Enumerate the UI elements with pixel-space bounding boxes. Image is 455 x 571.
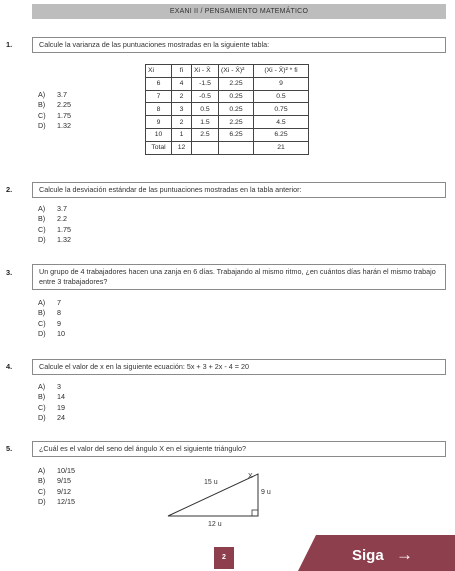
options-list: [38, 382, 65, 424]
options-list: [38, 466, 75, 508]
table-cell: 8: [146, 103, 172, 116]
option-a[interactable]: A) 3.7: [38, 90, 67, 99]
option-b[interactable]: B) 2.25: [38, 100, 71, 110]
right-angle-marker: [252, 510, 258, 516]
option-c[interactable]: C) 1.75: [38, 110, 71, 120]
table-cell: 2.25: [219, 116, 254, 129]
option-c[interactable]: C) 9/12: [38, 486, 71, 496]
table-cell: 3: [172, 103, 192, 116]
options-list: [38, 90, 71, 132]
table-row: [146, 128, 309, 141]
question-number: 1.: [6, 40, 13, 49]
table-cell: 1: [172, 128, 192, 141]
question-text: Un grupo de 4 trabajadores hacen una zanja en 6 días. Trabajando al mismo ritmo, ¿en cuántos días harán el mismo trabajo entre 3 trabajadores?: [32, 264, 446, 290]
option-c[interactable]: C) 19: [38, 402, 65, 412]
option-d[interactable]: D) 24: [38, 413, 65, 423]
table-cell: 0.25: [219, 103, 254, 116]
table-header: (Xi - X̄)²: [219, 65, 254, 78]
option-d[interactable]: D) 12/15: [38, 497, 75, 507]
question-number: 4.: [6, 362, 13, 371]
frequency-table: [145, 64, 309, 155]
option-b[interactable]: B) 8: [38, 308, 61, 318]
table-cell: 1.5: [192, 116, 219, 129]
table-cell: 4: [172, 77, 192, 90]
option-a[interactable]: A) 10/15: [38, 466, 75, 475]
hypotenuse-label: 15 u: [204, 479, 218, 486]
table-total-row: [146, 141, 309, 154]
page-title: EXANI II / PENSAMIENTO MATEMÁTICO: [169, 8, 309, 15]
option-d[interactable]: D) 10: [38, 329, 65, 339]
question-number: 5.: [6, 444, 13, 453]
option-a[interactable]: A) 3: [38, 382, 61, 391]
table-cell: 2: [172, 90, 192, 103]
option-d[interactable]: D) 1.32: [38, 235, 71, 245]
table-header: (Xi - X̄)² * fi: [254, 65, 309, 78]
right-triangle-diagram: [160, 470, 280, 532]
table-header: Xi - X̄: [192, 65, 219, 78]
table-row: [146, 77, 309, 90]
table-cell: 9: [254, 77, 309, 90]
table-cell: 2.25: [219, 77, 254, 90]
option-d[interactable]: D) 1.32: [38, 121, 71, 131]
table-cell: 0.75: [254, 103, 309, 116]
table-cell: 4.5: [254, 116, 309, 129]
option-b[interactable]: B) 14: [38, 392, 65, 402]
question-number: 3.: [6, 268, 13, 277]
table-cell: 9: [146, 116, 172, 129]
question-number: 2.: [6, 185, 13, 194]
option-b[interactable]: B) 2.2: [38, 214, 67, 224]
option-c[interactable]: C) 9: [38, 318, 61, 328]
table-cell: -0.5: [192, 90, 219, 103]
options-list: [38, 298, 65, 340]
table-cell: [219, 141, 254, 154]
option-c[interactable]: C) 1.75: [38, 224, 71, 234]
header-bar: [32, 4, 446, 19]
options-list: [38, 204, 71, 246]
table-cell: 0.5: [254, 90, 309, 103]
table-cell: 0.5: [192, 103, 219, 116]
angle-x-label: X: [248, 473, 253, 480]
table-cell: 2.5: [192, 128, 219, 141]
footer: [0, 535, 455, 571]
table-cell: [192, 141, 219, 154]
page-number-badge: 2: [214, 547, 234, 569]
vertical-side-label: 9 u: [261, 489, 271, 496]
base-label: 12 u: [208, 521, 222, 528]
table-cell: 21: [254, 141, 309, 154]
table-cell: Total: [146, 141, 172, 154]
table-header: Xi: [146, 65, 172, 78]
next-button[interactable]: Siga: [352, 547, 384, 564]
table-header-row: [146, 65, 309, 78]
table-cell: 7: [146, 90, 172, 103]
option-b[interactable]: B) 9/15: [38, 476, 71, 486]
arrow-right-icon[interactable]: →: [396, 545, 413, 564]
table-cell: 12: [172, 141, 192, 154]
table-cell: 6: [146, 77, 172, 90]
table-cell: 6.25: [219, 128, 254, 141]
table-row: [146, 103, 309, 116]
question-text: ¿Cuál es el valor del seno del ángulo X en el siguiente triángulo?: [32, 441, 446, 457]
table-cell: 2: [172, 116, 192, 129]
table-header: fi: [172, 65, 192, 78]
question-text: Calcule el valor de x en la siguiente ecuación: 5x + 3 + 2x - 4 = 20: [32, 359, 446, 375]
table-cell: -1.5: [192, 77, 219, 90]
table-cell: 10: [146, 128, 172, 141]
table-row: [146, 90, 309, 103]
option-a[interactable]: A) 3.7: [38, 204, 67, 213]
option-a[interactable]: A) 7: [38, 298, 61, 307]
table-cell: 0.25: [219, 90, 254, 103]
table-row: [146, 116, 309, 129]
table-cell: 6.25: [254, 128, 309, 141]
question-text: Calcule la desviación estándar de las puntuaciones mostradas en la tabla anterior:: [32, 182, 446, 198]
question-text: Calcule la varianza de las puntuaciones mostradas en la siguiente tabla:: [32, 37, 446, 53]
